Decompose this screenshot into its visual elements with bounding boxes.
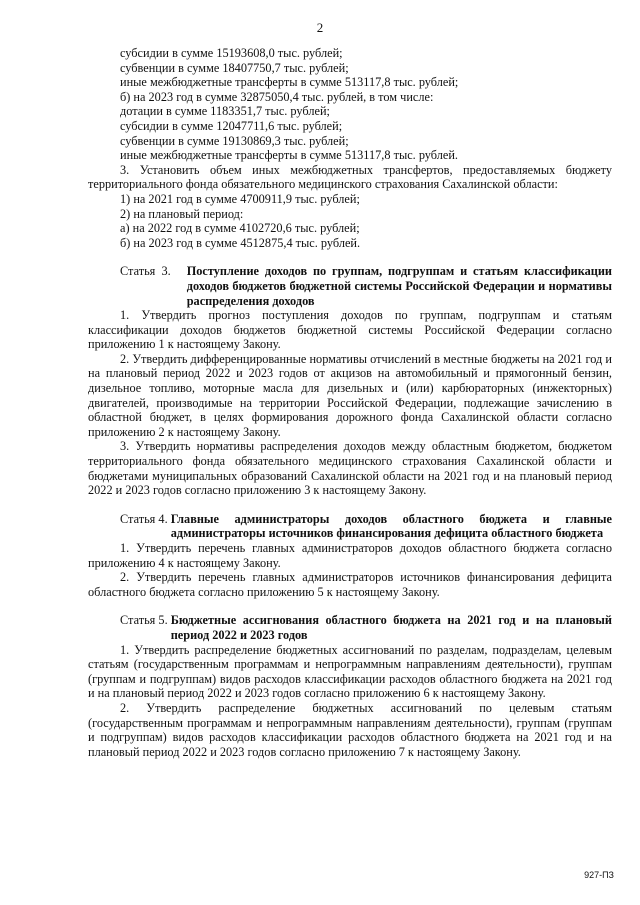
text-line: б) на 2023 год в сумме 4512875,4 тыс. рублей. bbox=[120, 235, 361, 250]
paragraph: 3. Утвердить нормативы распределения доходов между областным бюджетом, бюджетом территориального фонда обязательного медицинского страхования Сахалинской области и бюджетами муниципальных образований Сахалинской области на 2021 год и на плановый период 2022 и 2023 годов согласно приложению 3 к настоящему Закону. bbox=[88, 439, 612, 498]
text-line: б) на 2023 год в сумме 32875050,4 тыс. рублей, в том числе: bbox=[120, 89, 434, 104]
paragraph: 1. Утвердить перечень главных администраторов доходов областного бюджета согласно приложению 4 к настоящему Закону. bbox=[88, 541, 612, 570]
article-5-heading bbox=[88, 613, 612, 642]
text-line: а) на 2022 год в сумме 4102720,6 тыс. рублей; bbox=[120, 221, 360, 236]
paragraph: 2. Утвердить распределение бюджетных ассигнований по целевым статьям (государственным программам и непрограммным направлениям деятельности), группам (группам и подгруппам) видов расходов классификации расходов областного бюджета на 2021 год и на плановый период 2022 и 2023 годов согласно приложению 7 к настоящему Закону. bbox=[88, 700, 612, 759]
text-line: 2) на плановый период: bbox=[120, 206, 244, 221]
text-line: иные межбюджетные трансферты в сумме 513117,8 тыс. рублей; bbox=[120, 75, 459, 90]
text-line: дотации в сумме 1183351,7 тыс. рублей; bbox=[120, 104, 330, 119]
footer-code: 927-ПЗ bbox=[584, 870, 614, 880]
item3-intro: 3. Установить объем иных межбюджетных трансфертов, предоставляемых бюджету территориального фонда обязательного медицинского страхования Сахалинской области: bbox=[88, 162, 612, 192]
text-line: субвенции в сумме 19130869,3 тыс. рублей; bbox=[120, 133, 349, 148]
article-title: Поступление доходов по группам, подгруппам и статьям классификации доходов бюджетов бюджетной системы Российской Федерации и нормативы распределения доходов bbox=[186, 264, 612, 308]
article-label: Статья 4. bbox=[120, 511, 171, 526]
article-label: Статья 5. bbox=[120, 613, 171, 628]
document-body bbox=[88, 46, 612, 759]
text-line: субсидии в сумме 12047711,6 тыс. рублей; bbox=[120, 118, 343, 133]
article-title: Главные администраторы доходов областного бюджета и главные администраторы источников финансирования дефицита областного бюджета bbox=[170, 511, 612, 541]
text-line: 1) на 2021 год в сумме 4700911,9 тыс. рублей; bbox=[120, 191, 360, 206]
article-title: Бюджетные ассигнования областного бюджета на 2021 год и на плановый период 2022 и 2023 годов bbox=[170, 613, 612, 642]
paragraph: 1. Утвердить прогноз поступления доходов по группам, подгруппам и статьям классификации доходов бюджетов бюджетной системы Российской Федерации согласно приложению 1 к настоящему Закону. bbox=[88, 308, 612, 352]
article-3-heading bbox=[88, 264, 612, 308]
page-number: 2 bbox=[316, 20, 324, 35]
paragraph: 1. Утвердить распределение бюджетных ассигнований по разделам, подразделам, целевым статьям (государственным программам и непрограммным направлениям деятельности), группам (группам и подгруппам) видов расходов классификации расходов областного бюджета на 2021 год и на плановый период 2022 и 2023 годов согласно приложению 6 к настоящему Закону. bbox=[88, 642, 612, 701]
paragraph: 2. Утвердить дифференцированные нормативы отчислений в местные бюджеты на 2021 год и на плановый период 2022 и 2023 годов от акцизов на автомобильный и прямогонный бензин, дизельное топливо, моторные масла для дизельных и (или) карбюраторных (инжекторных) двигателей, производимые на территории Российской Федерации, подлежащие зачислению в областной бюджет, в целях формирования дорожного фонда Сахалинской области согласно приложению 2 к настоящему Закону. bbox=[88, 351, 612, 439]
article-label: Статья 3. bbox=[120, 264, 171, 279]
text-line: иные межбюджетные трансферты в сумме 513117,8 тыс. рублей. bbox=[120, 148, 458, 163]
paragraph: 2. Утвердить перечень главных администраторов источников финансирования дефицита областного бюджета согласно приложению 5 к настоящему Закону. bbox=[88, 570, 612, 599]
article-4-heading bbox=[88, 512, 612, 541]
text-line: субвенции в сумме 18407750,7 тыс. рублей; bbox=[120, 60, 349, 75]
text-line: субсидии в сумме 15193608,0 тыс. рублей; bbox=[120, 46, 343, 60]
